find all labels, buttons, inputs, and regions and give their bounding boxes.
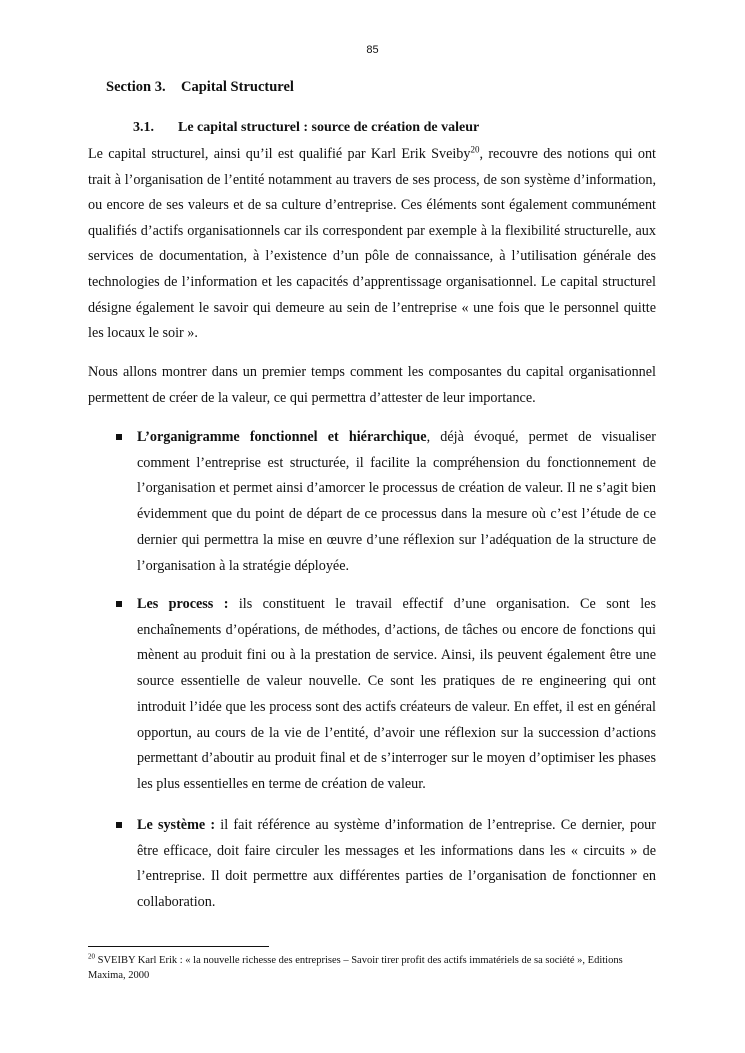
footnote-reference: 20 (470, 144, 480, 155)
square-bullet-icon (116, 601, 122, 607)
footnote-number: 20 (88, 952, 95, 961)
intro-text-after-ref: , recouvre des notions qui ont trait à l’organisation de l’entité notamment au travers de ses process, de son système d’information, ou encore de ses valeurs et de sa culture d’entreprise. Ces éléments sont également communément qualifiés d’actifs organisationnels car ils correspondent par exemple à la flexibilité structurelle, aux services de documentation, à l’existence d’un pôle de connaissance, à l’utilisation générale des technologies de l’information et les capacités d’apprentissage organisationnel. Le capital structurel désigne également le savoir qui demeure au sein de l’entreprise « une fois que le personnel quitte les locaux le soir ». (88, 146, 656, 342)
square-bullet-icon (116, 822, 122, 828)
section-heading (106, 79, 294, 96)
list-item (112, 425, 656, 579)
intro-paragraph (88, 142, 656, 347)
list-item-text: , déjà évoqué, permet de visualiser comment l’entreprise est structurée, il facilite la compréhension du fonctionnement de l’organisation et permet ainsi d’amorcer le processus de création de valeur. Il ne s’agit bien évidemment que du point de départ de ce processus dans la mesure où c’est l’étude de ce dernier qui permettra la mise en œuvre d’une réflexion sur l’adéquation de la structure de l’organisation à la stratégie déployée. (137, 429, 656, 574)
list-item (112, 592, 656, 798)
section-number: Section 3. (106, 79, 166, 95)
list-item-term: Le système : (137, 817, 216, 833)
list-item (112, 813, 656, 916)
footnote-text: SVEIBY Karl Erik : « la nouvelle richesse des entreprises – Savoir tirer profit des actifs immatériels de sa société », Editions Maxima, 2000 (88, 955, 623, 981)
subsection-number: 3.1. (133, 120, 154, 135)
footnote (88, 953, 656, 983)
list-item-text: ils constituent le travail effectif d’une organisation. Ce sont les enchaînements d’opérations, de méthodes, d’actions, de tâches ou encore de fonctions qui mènent au produit fini ou à la prestation de service. Ainsi, ils peuvent également être une source essentielle de valeur nouvelle. Ce sont les pratiques de re engineering qui ont introduit l’idée que les process sont des actifs créateurs de valeur. En effet, il est en général opportun, au cours de la vie de l’entité, d’avoir une réflexion sur la succession d’actions permettant d’aboutir au produit final et de s’interroger sur le moyen d’optimiser les phases les plus essentielles en terme de création de valeur. (137, 596, 656, 792)
subsection-heading (133, 120, 479, 136)
list-item-text: il fait référence au système d’information de l’entreprise. Ce dernier, pour être efficace, doit faire circuler les messages et les informations dans les « circuits » de l’entreprise. Il doit permettre aux différentes parties de l’organisation de fonctionner en collaboration. (137, 817, 656, 911)
second-paragraph: Nous allons montrer dans un premier temps comment les composantes du capital organisationnel permettent de créer de la valeur, ce qui permettra d’attester de leur importance. (88, 364, 656, 406)
page-number: 85 (366, 44, 379, 56)
intro-text-before-ref: Le capital structurel, ainsi qu’il est qualifié par Karl Erik Sveiby (88, 146, 471, 162)
section-title: Capital Structurel (181, 79, 294, 95)
list-item-term: Les process : (137, 596, 229, 612)
square-bullet-icon (116, 434, 122, 440)
footnote-separator (88, 946, 269, 947)
list-item-term: L’organigramme fonctionnel et hiérarchique (137, 429, 427, 445)
subsection-title: Le capital structurel : source de création de valeur (178, 120, 480, 135)
